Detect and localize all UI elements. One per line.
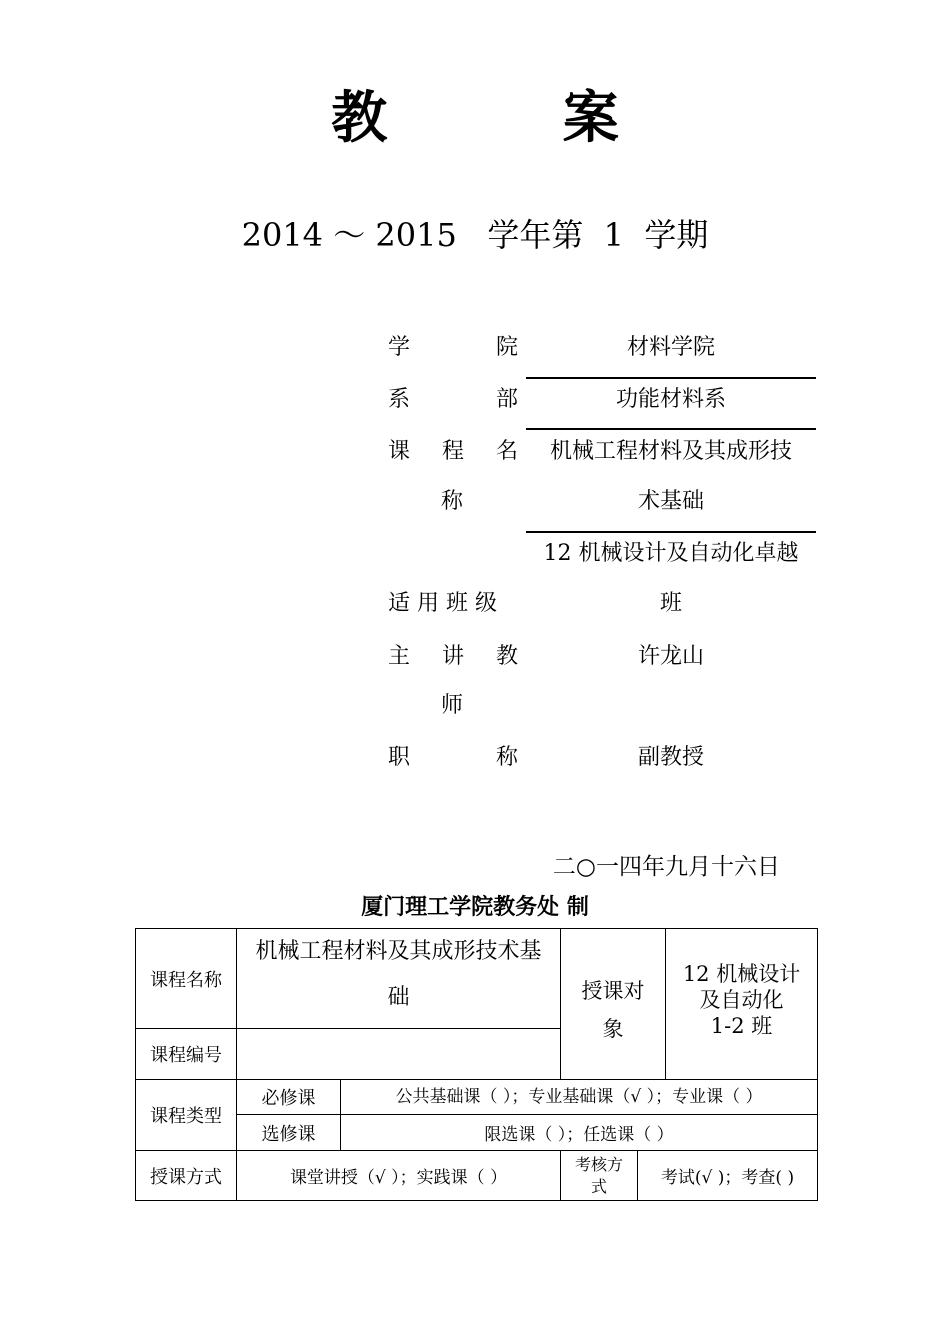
course-name-value: 机械工程材料及其成形技术基 础	[237, 929, 561, 1029]
table-row	[136, 1151, 818, 1201]
target-value: 12 机械设计 及自动化 1-2 班	[666, 929, 818, 1080]
exam-mode-label: 考核方 式	[561, 1151, 638, 1201]
exam-mode-value: 考试(√ )；考查( )	[638, 1151, 818, 1201]
course-value-line2: 术基础	[637, 489, 704, 514]
course-label-cont: 称	[441, 489, 464, 514]
college-underline	[526, 377, 816, 379]
elective-value: 限选课（ ）；任选课（ ）	[341, 1115, 818, 1151]
rank-label: 职 称	[388, 745, 518, 770]
course-no-value	[237, 1029, 561, 1080]
teacher-label-cont: 师	[441, 693, 464, 718]
dept-underline	[526, 428, 816, 430]
rank-value: 副教授	[637, 745, 704, 770]
teach-mode-value: 课堂讲授（√ ）；实践课（ ）	[237, 1151, 561, 1201]
college-label: 学 院	[388, 335, 518, 360]
course-no-label: 课程编号	[136, 1029, 237, 1080]
teacher-value: 许龙山	[637, 644, 704, 669]
table-row	[136, 1115, 818, 1151]
elective-label: 选修课	[237, 1115, 341, 1151]
dept-label: 系 部	[388, 387, 518, 412]
issuing-office: 厦门理工学院教务处 制	[361, 895, 589, 920]
academic-term: 2014 ～ 2015 学年第 1 学期	[241, 216, 709, 254]
target-label: 授课对 象	[561, 929, 666, 1080]
course-name-label: 课程名称	[136, 929, 237, 1029]
teach-mode-label: 授课方式	[136, 1151, 237, 1201]
teacher-label: 主 讲 教	[388, 644, 518, 669]
document-date: 二○一四年九月十六日	[552, 854, 780, 880]
table-row	[136, 929, 818, 1029]
required-label: 必修课	[237, 1080, 341, 1115]
page-title: 教 案	[331, 85, 697, 151]
course-label: 课 程 名	[388, 439, 518, 464]
course-value-line1: 机械工程材料及其成形技	[549, 439, 792, 464]
class-label: 适 用 班 级	[388, 591, 497, 616]
class-value-line2: 班	[659, 591, 682, 616]
required-value: 公共基础课（ ）；专业基础课（√ ）；专业课（ ）	[341, 1080, 818, 1115]
course-type-label: 课程类型	[136, 1080, 237, 1151]
table-row	[136, 1080, 818, 1115]
class-value-line1: 12 机械设计及自动化卓越	[543, 541, 799, 566]
college-value: 材料学院	[626, 335, 715, 360]
dept-value: 功能材料系	[615, 387, 726, 412]
course-underline	[526, 531, 816, 533]
course-info-table	[135, 928, 818, 1201]
